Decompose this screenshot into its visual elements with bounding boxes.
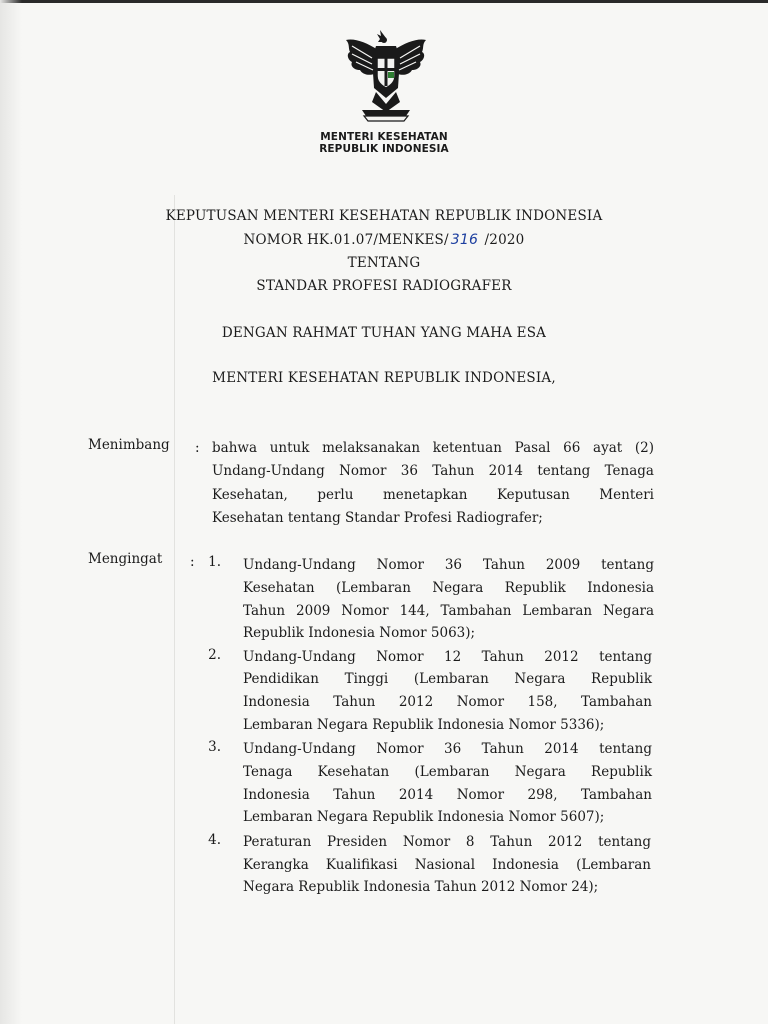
mengingat-item-number: 1. [208, 554, 221, 570]
decree-number-prefix: NOMOR HK.01.07/MENKES/ [243, 232, 449, 248]
menimbang-line: Undang-Undang Nomor 36 Tahun 2014 tentang Tenaga [212, 463, 654, 479]
decree-number-suffix: /2020 [480, 232, 525, 248]
menimbang-line: bahwa untuk melaksanakan ketentuan Pasal 66 ayat (2) [212, 440, 654, 456]
mengingat-item-line: Undang-Undang Nomor 36 Tahun 2009 tentang [243, 557, 654, 573]
scan-top-edge [0, 0, 768, 3]
mengingat-item-number: 3. [208, 739, 221, 755]
mengingat-item-line: Lembaran Negara Republik Indonesia Nomor 5607); [243, 809, 605, 825]
mengingat-item-line: Negara Republik Indonesia Tahun 2012 Nomor 24); [243, 879, 599, 895]
mengingat-item-line: Indonesia Tahun 2012 Nomor 158, Tambahan [243, 694, 652, 710]
decree-number [0, 231, 768, 249]
mengingat-item-line: Peraturan Presiden Nomor 8 Tahun 2012 tentang [243, 834, 651, 850]
menteri-line: MENTERI KESEHATAN REPUBLIK INDONESIA, [212, 370, 556, 386]
decree-subject: STANDAR PROFESI RADIOGRAFER [256, 278, 512, 294]
mengingat-item-line: Undang-Undang Nomor 36 Tahun 2014 tentang [243, 741, 652, 757]
mengingat-item-line: Kesehatan (Lembaran Negara Republik Indonesia [243, 580, 654, 596]
decree-title: KEPUTUSAN MENTERI KESEHATAN REPUBLIK INDONESIA [165, 208, 603, 224]
mengingat-item-line: Republik Indonesia Nomor 5063); [243, 625, 476, 641]
tentang-heading: TENTANG [347, 255, 421, 271]
mengingat-item-line: Tenaga Kesehatan (Lembaran Negara Republik [243, 764, 652, 780]
scan-fold-line [174, 195, 175, 1024]
menimbang-line: Kesehatan, perlu menetapkan Keputusan Menteri [212, 487, 654, 503]
mengingat-item-line: Tahun 2009 Nomor 144, Tambahan Lembaran Negara [243, 603, 654, 619]
mengingat-item-line: Lembaran Negara Republik Indonesia Nomor 5336); [243, 717, 605, 733]
mengingat-item-line: Indonesia Tahun 2014 Nomor 298, Tambahan [243, 787, 652, 803]
menimbang-label: Menimbang [88, 437, 170, 453]
garuda-emblem-icon [340, 28, 432, 124]
mengingat-item-number: 2. [208, 647, 221, 663]
menimbang-line: Kesehatan tentang Standar Profesi Radiografer; [212, 510, 543, 526]
header-ministry-line-1: MENTERI KESEHATAN [320, 131, 448, 143]
mengingat-item-line: Kerangka Kualifikasi Nasional Indonesia (Lembaran [243, 857, 651, 873]
mengingat-item-number: 4. [208, 832, 221, 848]
mengingat-item-line: Pendidikan Tinggi (Lembaran Negara Republik [243, 671, 652, 687]
handwritten-number: 316 [450, 232, 479, 248]
mengingat-item-line: Undang-Undang Nomor 12 Tahun 2012 tentang [243, 649, 652, 665]
menimbang-colon: : [195, 440, 200, 456]
header-ministry-line-2: REPUBLIK INDONESIA [319, 143, 449, 155]
rahmat-line: DENGAN RAHMAT TUHAN YANG MAHA ESA [221, 325, 547, 341]
mengingat-colon: : [190, 554, 195, 570]
mengingat-label: Mengingat [88, 551, 163, 567]
